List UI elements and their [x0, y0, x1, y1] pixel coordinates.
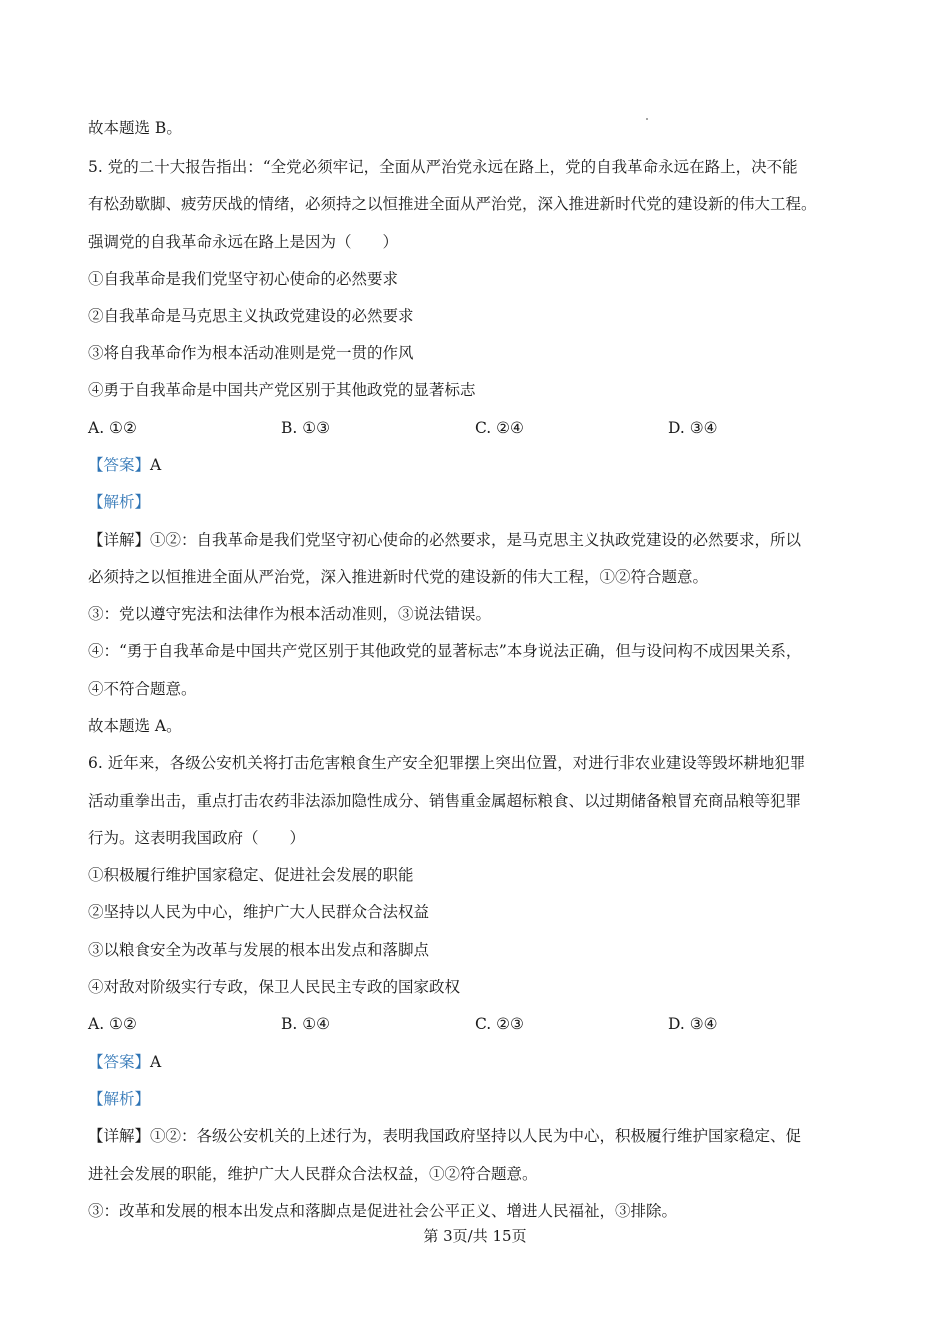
q5-detail-text-1: ①②：自我革命是我们党坚守初心使命的必然要求，是马克思主义执政党建设的必然要求，所以	[150, 531, 802, 549]
q6-detail-tag: 【详解】	[88, 1127, 151, 1145]
q6-detail-line-1	[88, 1126, 868, 1146]
q5-analysis-tag	[88, 492, 868, 512]
q5-detail-tag: 【详解】	[88, 531, 151, 549]
q6-item-4: ④对敌对阶级实行专政，保卫人民民主专政的国家政权	[88, 978, 461, 996]
q6-answer-tag: 【答案】	[88, 1053, 151, 1071]
q6-detail-line-2: 进社会发展的职能，维护广大人民群众合法权益，①②符合题意。	[88, 1165, 538, 1183]
q5-stem-line-3: 强调党的自我革命永远在路上是因为（ ）	[88, 233, 399, 251]
q5-item-2: ②自我革命是马克思主义执政党建设的必然要求	[88, 307, 414, 325]
page-footer: 第 3页/共 15页	[423, 1227, 527, 1245]
q6-option-d: D. ③④	[668, 1015, 718, 1033]
q6-item-2: ②坚持以人民为中心，维护广大人民群众合法权益	[88, 903, 430, 921]
q6-stem-line-2: 活动重拳出击，重点打击农药非法添加隐性成分、销售重金属超标粮食、以过期储备粮冒充商品粮等犯罪	[88, 792, 802, 810]
q6-analysis-tag	[88, 1089, 868, 1109]
q6-item-1: ①积极履行维护国家稳定、促进社会发展的职能	[88, 866, 414, 884]
q5-option-c: C. ②④	[475, 419, 524, 437]
q6-option-a: A. ①②	[88, 1015, 137, 1033]
q5-stem-line-1: 5. 党的二十大报告指出：“全党必须牢记，全面从严治党永远在路上，党的自我革命永远在路上，决不能	[88, 158, 798, 176]
q5-detail-line-5: ④不符合题意。	[88, 680, 197, 698]
q5-item-3: ③将自我革命作为根本活动准则是党一贯的作风	[88, 344, 414, 362]
q6-detail-text-1: ①②：各级公安机关的上述行为，表明我国政府坚持以人民为中心，积极履行维护国家稳定、促	[150, 1127, 802, 1145]
q5-answer-value: A	[150, 456, 162, 474]
q5-item-4: ④勇于自我革命是中国共产党区别于其他政党的显著标志	[88, 381, 476, 399]
q6-answer-value: A	[150, 1053, 162, 1071]
q6-stem-line-3: 行为。这表明我国政府（ ）	[88, 829, 306, 847]
q5-stem-line-2: 有松劲歇脚、疲劳厌战的情绪，必须持之以恒推进全面从严治党，深入推进新时代党的建设新的伟大工程。	[88, 195, 817, 213]
q6-analysis-label: 【解析】	[88, 1090, 151, 1108]
q5-detail-line-4: ④：“勇于自我革命是中国共产党区别于其他政党的显著标志”本身说法正确，但与设问构不成因果关系，	[88, 642, 802, 660]
q5-answer	[88, 455, 868, 475]
q6-answer	[88, 1052, 868, 1072]
q5-conclusion: 故本题选 A。	[88, 717, 182, 735]
q5-option-d: D. ③④	[668, 419, 718, 437]
q5-analysis-label: 【解析】	[88, 493, 151, 511]
q5-item-1: ①自我革命是我们党坚守初心使命的必然要求	[88, 270, 399, 288]
q6-item-3: ③以粮食安全为改革与发展的根本出发点和落脚点	[88, 941, 430, 959]
q6-detail-line-3: ③：改革和发展的根本出发点和落脚点是促进社会公平正义、增进人民福祉，③排除。	[88, 1202, 678, 1220]
q5-detail-line-2: 必须持之以恒推进全面从严治党，深入推进新时代党的建设新的伟大工程，①②符合题意。	[88, 568, 709, 586]
prev-conclusion: 故本题选 B。	[88, 119, 182, 137]
q5-detail-line-3: ③：党以遵守宪法和法律作为根本活动准则，③说法错误。	[88, 605, 492, 623]
q6-option-c: C. ②③	[475, 1015, 524, 1033]
q5-option-a: A. ①②	[88, 419, 137, 437]
q6-option-b: B. ①④	[281, 1015, 331, 1033]
q6-stem-line-1: 6. 近年来，各级公安机关将打击危害粮食生产安全犯罪摆上突出位置，对进行非农业建设等毁坏耕地犯罪	[88, 754, 806, 772]
q5-option-b: B. ①③	[281, 419, 331, 437]
q5-answer-tag: 【答案】	[88, 456, 151, 474]
q5-detail-line-1	[88, 530, 868, 550]
